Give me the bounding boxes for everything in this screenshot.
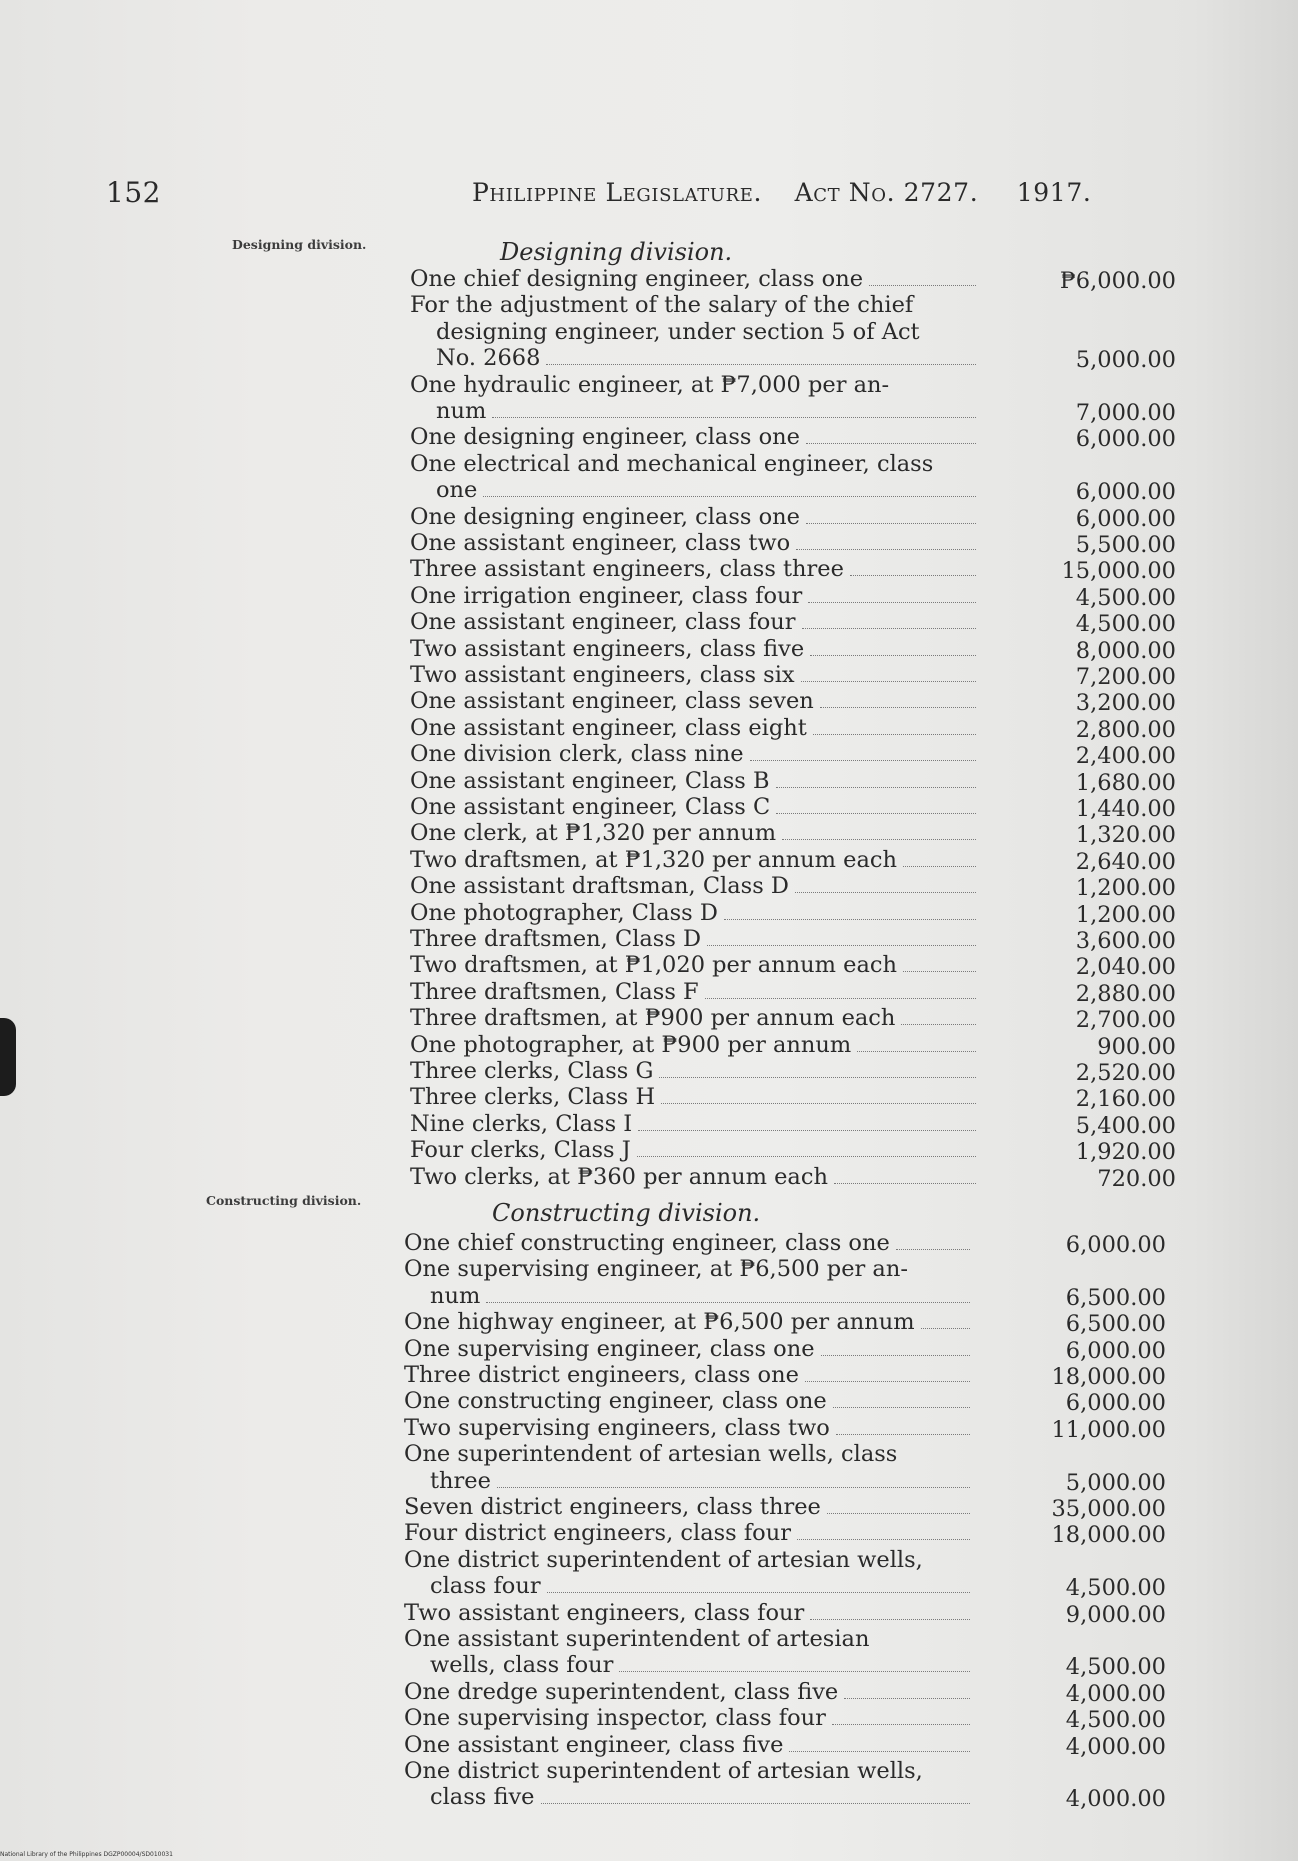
line-item-text: Nine clerks, Class I bbox=[410, 1110, 633, 1137]
line-item-amount: 4,500.00 bbox=[1065, 1707, 1166, 1734]
line-item-text: One assistant superintendent of artesian bbox=[404, 1626, 870, 1652]
dot-leader bbox=[827, 1513, 970, 1514]
line-item-description bbox=[404, 1547, 974, 1600]
line-item-amount: 6,000.00 bbox=[1065, 1337, 1166, 1364]
line-item-amount: 35,000.00 bbox=[1051, 1496, 1166, 1522]
line-item-description bbox=[404, 1230, 974, 1256]
dot-leader bbox=[833, 1407, 970, 1408]
line-item-text: One division clerk, class nine bbox=[410, 741, 744, 768]
line-item-amount: 1,440.00 bbox=[1075, 796, 1176, 822]
line-item-description bbox=[404, 1441, 974, 1494]
dot-leader bbox=[844, 1698, 970, 1699]
line-item-description bbox=[404, 1309, 974, 1335]
dot-leader bbox=[821, 1355, 970, 1356]
line-item-text: One photographer, at ₱900 per annum bbox=[410, 1031, 852, 1058]
dot-leader bbox=[497, 1487, 970, 1488]
line-item-amount: 1,680.00 bbox=[1075, 769, 1176, 796]
line-item-description bbox=[404, 1415, 974, 1441]
line-item-text: class five bbox=[430, 1784, 535, 1811]
line-item-amount: 3,600.00 bbox=[1075, 928, 1176, 954]
line-item-description bbox=[404, 1626, 974, 1679]
line-item-amount: 7,000.00 bbox=[1075, 400, 1176, 426]
line-item-text: One clerk, at ₱1,320 per annum bbox=[410, 820, 777, 847]
margin-note-designing: Designing division. bbox=[232, 237, 367, 252]
line-item-amount: 5,000.00 bbox=[1075, 347, 1176, 374]
line-item-amount: 1,200.00 bbox=[1075, 901, 1176, 928]
line-item-amount: 5,400.00 bbox=[1075, 1112, 1176, 1139]
line-item-text: One supervising engineer, class one bbox=[404, 1335, 815, 1362]
dot-leader bbox=[832, 1724, 970, 1725]
line-item-text: Two clerks, at ₱360 per annum each bbox=[410, 1163, 828, 1190]
running-head-act: Act No. 2727. bbox=[794, 178, 979, 207]
line-item-description bbox=[404, 1705, 974, 1731]
line-item-amount: 2,640.00 bbox=[1075, 848, 1176, 875]
line-item-text: One assistant engineer, class eight bbox=[410, 714, 807, 741]
line-item-amount: 6,000.00 bbox=[1065, 1232, 1166, 1258]
line-item-amount: 15,000.00 bbox=[1061, 558, 1176, 585]
line-item-text: One superintendent of artesian wells, class bbox=[404, 1441, 898, 1468]
line-item-text: One district superintendent of artesian wells, bbox=[404, 1546, 923, 1573]
running-head-year: 1917. bbox=[1016, 178, 1092, 207]
line-item-text: num bbox=[436, 398, 487, 424]
line-item-amount: 6,500.00 bbox=[1065, 1311, 1166, 1338]
line-item-text: Four district engineers, class four bbox=[404, 1520, 791, 1547]
dot-leader bbox=[896, 1249, 970, 1250]
constructing-division-heading: Constructing division. bbox=[492, 1199, 761, 1227]
dot-leader bbox=[547, 1592, 970, 1593]
line-item-text: One district superintendent of artesian wells, bbox=[404, 1758, 923, 1784]
line-item-amount: 18,000.00 bbox=[1051, 1364, 1166, 1390]
line-item-text: One supervising inspector, class four bbox=[404, 1705, 826, 1732]
dot-leader bbox=[836, 1434, 970, 1435]
margin-note-constructing: Constructing division. bbox=[206, 1193, 362, 1208]
running-head-title: Philippine Legislature. bbox=[472, 178, 763, 207]
line-item-text: One assistant engineer, Class C bbox=[410, 794, 771, 820]
line-item-amount: 4,500.00 bbox=[1075, 611, 1176, 638]
line-item-amount: 6,000.00 bbox=[1075, 479, 1176, 506]
line-item-text: Two draftsmen, at ₱1,320 per annum each bbox=[410, 846, 897, 873]
line-item-text: One designing engineer, class one bbox=[410, 424, 800, 451]
line-item-text: For the adjustment of the salary of the chief bbox=[410, 292, 914, 319]
dot-leader bbox=[789, 1751, 970, 1752]
line-item-amount: 4,000.00 bbox=[1065, 1786, 1166, 1813]
line-item-amount: 4,000.00 bbox=[1065, 1680, 1166, 1707]
line-item-text: Three draftsmen, Class F bbox=[410, 978, 699, 1005]
line-item-text: Three draftsmen, at ₱900 per annum each bbox=[410, 1005, 896, 1032]
line-item-description bbox=[404, 1600, 974, 1626]
line-item-description bbox=[404, 1520, 974, 1546]
line-item-amount: 720.00 bbox=[1097, 1165, 1176, 1192]
line-item-amount: 3,200.00 bbox=[1075, 690, 1176, 717]
line-item-amount: 2,880.00 bbox=[1075, 980, 1176, 1007]
line-item-description bbox=[404, 1732, 974, 1758]
line-item-text: Two draftsmen, at ₱1,020 per annum each bbox=[410, 952, 897, 979]
dot-leader bbox=[921, 1328, 970, 1329]
line-item-amount: 4,500.00 bbox=[1065, 1654, 1166, 1681]
line-item-text: One irrigation engineer, class four bbox=[410, 582, 803, 609]
line-item-text: One assistant engineer, class two bbox=[410, 530, 791, 556]
dot-leader bbox=[797, 1539, 970, 1540]
line-item-description bbox=[404, 1388, 974, 1414]
line-item-text: One assistant engineer, class seven bbox=[410, 688, 814, 715]
dot-leader bbox=[619, 1671, 970, 1672]
line-item-amount: 11,000.00 bbox=[1051, 1416, 1166, 1443]
line-item-amount: ₱6,000.00 bbox=[1059, 268, 1176, 294]
line-item-amount: 1,320.00 bbox=[1075, 822, 1176, 849]
line-item-text: One dredge superintendent, class five bbox=[404, 1678, 839, 1705]
dot-leader bbox=[486, 1302, 970, 1303]
line-item-text: num bbox=[430, 1282, 481, 1309]
line-item-description bbox=[404, 1679, 974, 1705]
line-item-description bbox=[404, 1758, 974, 1811]
line-item-text: One assistant draftsman, Class D bbox=[410, 873, 789, 900]
line-item-amount: 6,000.00 bbox=[1065, 1390, 1166, 1417]
line-item-text: One assistant engineer, Class B bbox=[410, 767, 770, 794]
line-item-text: One electrical and mechanical engineer, class bbox=[410, 450, 934, 477]
line-item-amount: 2,160.00 bbox=[1075, 1086, 1176, 1113]
line-item-text: One photographer, Class D bbox=[410, 899, 718, 926]
line-item-text: Three clerks, Class H bbox=[410, 1084, 656, 1111]
line-item-amount: 2,520.00 bbox=[1075, 1060, 1176, 1086]
dot-leader bbox=[810, 1619, 970, 1620]
line-item-text: designing engineer, under section 5 of Act bbox=[436, 318, 920, 345]
line-item-amount: 2,800.00 bbox=[1075, 716, 1176, 743]
line-item-amount: 900.00 bbox=[1097, 1033, 1176, 1060]
line-item-description bbox=[404, 1362, 974, 1388]
line-item-text: wells, class four bbox=[430, 1652, 614, 1679]
line-item-text: Two supervising engineers, class two bbox=[404, 1414, 830, 1441]
line-item-text: One supervising engineer, at ₱6,500 per an- bbox=[404, 1256, 908, 1283]
line-item-description bbox=[404, 1336, 974, 1362]
line-item-text: Seven district engineers, class three bbox=[404, 1494, 821, 1520]
line-item-amount: 7,200.00 bbox=[1075, 664, 1176, 690]
line-item-text: One assistant engineer, class four bbox=[410, 609, 796, 636]
line-item-amount: 6,000.00 bbox=[1075, 505, 1176, 532]
line-item-text: One highway engineer, at ₱6,500 per annum bbox=[404, 1309, 915, 1336]
line-item-text: Two assistant engineers, class four bbox=[404, 1599, 805, 1626]
line-item-amount: 6,000.00 bbox=[1075, 426, 1176, 453]
line-item-text: one bbox=[436, 477, 478, 504]
dot-leader bbox=[805, 1381, 970, 1382]
line-item-text: One chief designing engineer, class one bbox=[410, 266, 864, 292]
line-item-description bbox=[404, 1256, 974, 1309]
line-item-amount: 2,040.00 bbox=[1075, 954, 1176, 981]
line-item-amount: 9,000.00 bbox=[1065, 1601, 1166, 1628]
line-item-amount: 18,000.00 bbox=[1051, 1522, 1166, 1549]
line-item-amount: 1,200.00 bbox=[1075, 875, 1176, 902]
line-item-amount: 4,500.00 bbox=[1075, 584, 1176, 611]
line-item-text: One constructing engineer, class one bbox=[404, 1388, 827, 1415]
line-item-text: Two assistant engineers, class five bbox=[410, 635, 805, 662]
line-item-amount: 1,920.00 bbox=[1075, 1139, 1176, 1166]
page-number: 152 bbox=[106, 176, 161, 209]
line-item-amount: 2,700.00 bbox=[1075, 1007, 1176, 1034]
line-item-amount: 5,000.00 bbox=[1065, 1469, 1166, 1496]
line-item-text: One assistant engineer, class five bbox=[404, 1731, 784, 1758]
line-item-amount: 2,400.00 bbox=[1075, 743, 1176, 770]
line-item-text: Three district engineers, class one bbox=[404, 1362, 799, 1388]
line-item-text: Four clerks, Class J bbox=[410, 1137, 631, 1164]
line-item-amount: 8,000.00 bbox=[1075, 637, 1176, 664]
designing-division-heading: Designing division. bbox=[500, 238, 733, 266]
line-item-amount: 4,000.00 bbox=[1065, 1733, 1166, 1760]
line-item-description bbox=[404, 1494, 974, 1520]
library-footer-strip: National Library of the Philippines DGZP00004/SD010031 bbox=[0, 1851, 173, 1858]
line-item-text: One chief constructing engineer, class one bbox=[404, 1230, 890, 1256]
line-item-text: One hydraulic engineer, at ₱7,000 per an- bbox=[410, 371, 890, 398]
line-item-text: Three draftsmen, Class D bbox=[410, 926, 702, 952]
line-item-text: class four bbox=[430, 1573, 541, 1600]
line-item-text: No. 2668 bbox=[436, 345, 541, 372]
line-item-text: Two assistant engineers, class six bbox=[410, 662, 795, 688]
line-item-text: One designing engineer, class one bbox=[410, 503, 800, 530]
line-item-text: Three assistant engineers, class three bbox=[410, 556, 844, 583]
line-item-text: Three clerks, Class G bbox=[410, 1058, 654, 1084]
line-item-amount: 5,500.00 bbox=[1075, 532, 1176, 558]
line-item-amount: 6,500.00 bbox=[1065, 1284, 1166, 1311]
dot-leader bbox=[541, 1803, 971, 1804]
line-item-amount: 4,500.00 bbox=[1065, 1575, 1166, 1602]
line-item-text: three bbox=[430, 1467, 491, 1494]
